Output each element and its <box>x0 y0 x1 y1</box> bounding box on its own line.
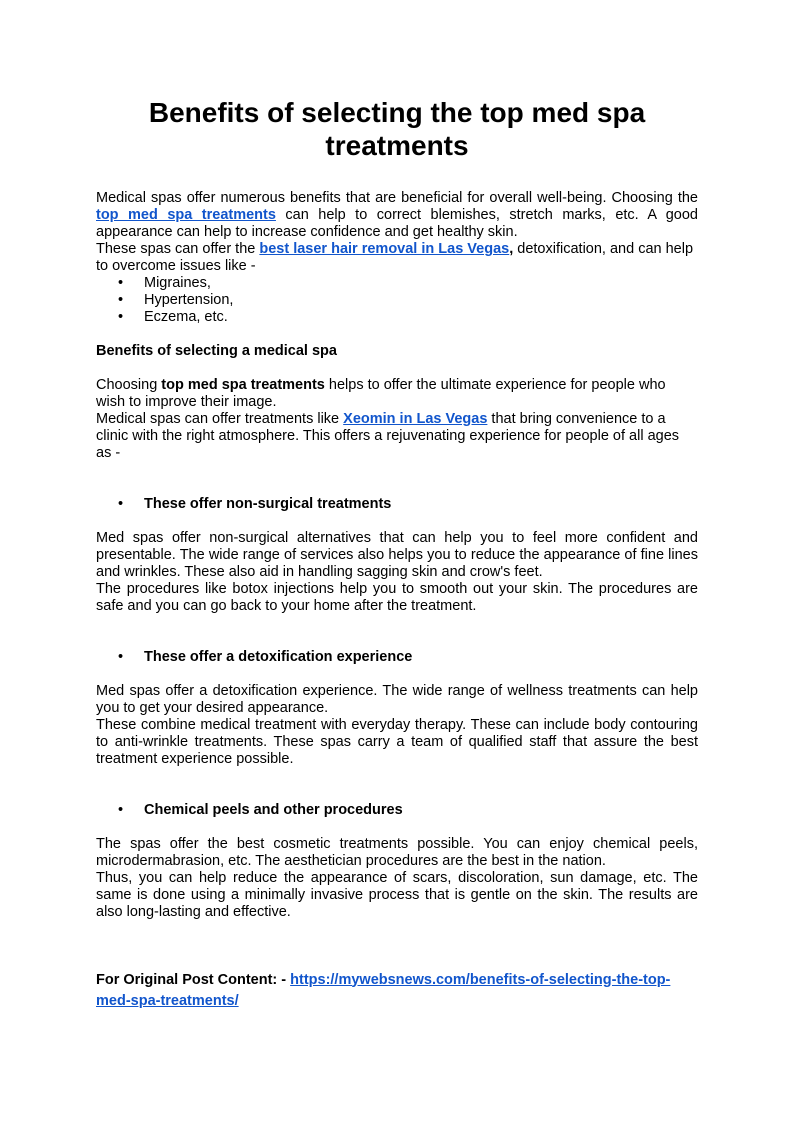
subsection-heading: • These offer a detoxification experience <box>118 649 413 665</box>
intro-text-1a: Medical spas offer numerous benefits that are beneficial for overall well-being. Choosing the <box>96 190 698 206</box>
bold-phrase: top med spa treatments <box>161 377 325 393</box>
top-med-spa-treatments-link[interactable]: top med spa treatments <box>96 207 276 223</box>
subsection-paragraph: The procedures like botox injections help you to smooth out your skin. The procedures are safe and you can go back to your home after the treatment. <box>96 581 698 614</box>
bullet-icon: • <box>118 802 124 818</box>
intro-paragraph-2 <box>96 241 698 275</box>
bullet-icon: • <box>118 275 124 291</box>
laser-hair-removal-link[interactable]: best laser hair removal in Las Vegas <box>259 241 510 257</box>
original-post-link[interactable]: https://mywebsnews.com/benefits-of-selecting-the-top-med-spa-treatments/ <box>96 971 671 1009</box>
intro-comma: , <box>509 241 514 257</box>
subsection-paragraph: Med spas offer a detoxification experience. The wide range of wellness treatments can help you to get your desired appearance. <box>96 683 698 716</box>
subsection-paragraph: Thus, you can help reduce the appearance of scars, discoloration, sun damage, etc. The same is done using a minimally invasive process that is gentle on the skin. The results are also long-lasting and effective. <box>96 870 698 920</box>
list-item: • Hypertension, <box>118 292 234 308</box>
subsection-paragraph: Med spas offer non-surgical alternatives that can help you to feel more confident and presentable. The wide range of services also helps you to reduce the appearance of fine lines and wrinkles. These also aid in handling sagging skin and crow's feet. <box>96 530 698 580</box>
bullet-icon: • <box>118 292 124 308</box>
section-heading: Benefits of selecting a medical spa <box>96 343 337 359</box>
xeomin-link[interactable]: Xeomin in Las Vegas <box>343 411 488 427</box>
issues-list <box>96 275 698 326</box>
subsection-heading: • These offer non-surgical treatments <box>118 496 392 512</box>
original-post-label: For Original Post Content: - <box>96 971 291 988</box>
list-item: • Migraines, <box>118 275 211 291</box>
intro-text-1b: can help to correct blemishes, stretch marks, etc. A good appearance can help to increase confidence and get healthy skin. <box>96 207 698 240</box>
subsection-heading: • Chemical peels and other procedures <box>118 802 403 818</box>
intro-text-2b: detoxification, and can help to overcome issues like - <box>96 241 694 274</box>
subsection-paragraph: The spas offer the best cosmetic treatments possible. You can enjoy chemical peels, microdermabrasion, etc. The aesthetician procedures are the best in the nation. <box>96 836 698 869</box>
intro-paragraph-1 <box>96 190 698 241</box>
section-intro-paragraph-1: Choosing top med spa treatments helps to offer the ultimate experience for people who wish to improve their image. <box>96 377 666 410</box>
original-post-footer <box>96 970 698 1012</box>
bullet-icon: • <box>118 496 124 512</box>
bullet-icon: • <box>118 309 124 325</box>
intro-text-2a: These spas can offer the <box>96 241 260 257</box>
document-page <box>96 96 698 1026</box>
page-title: Benefits of selecting the top med spa treatments <box>148 97 646 161</box>
list-item: • Eczema, etc. <box>118 309 228 325</box>
bullet-icon: • <box>118 649 124 665</box>
subsection-heading-list <box>96 802 698 819</box>
section-intro-paragraph-2: Medical spas can offer treatments like Xeomin in Las Vegas that bring convenience to a clinic with the right atmosphere. This offers a rejuvenating experience for people of all ages as - <box>96 411 680 461</box>
subsection-heading-list <box>96 649 698 666</box>
subsection-heading-list <box>96 496 698 513</box>
subsection-paragraph: These combine medical treatment with everyday therapy. These can include body contouring to anti-wrinkle treatments. These spas carry a team of qualified staff that assure the best treatment experience possible. <box>96 717 698 767</box>
